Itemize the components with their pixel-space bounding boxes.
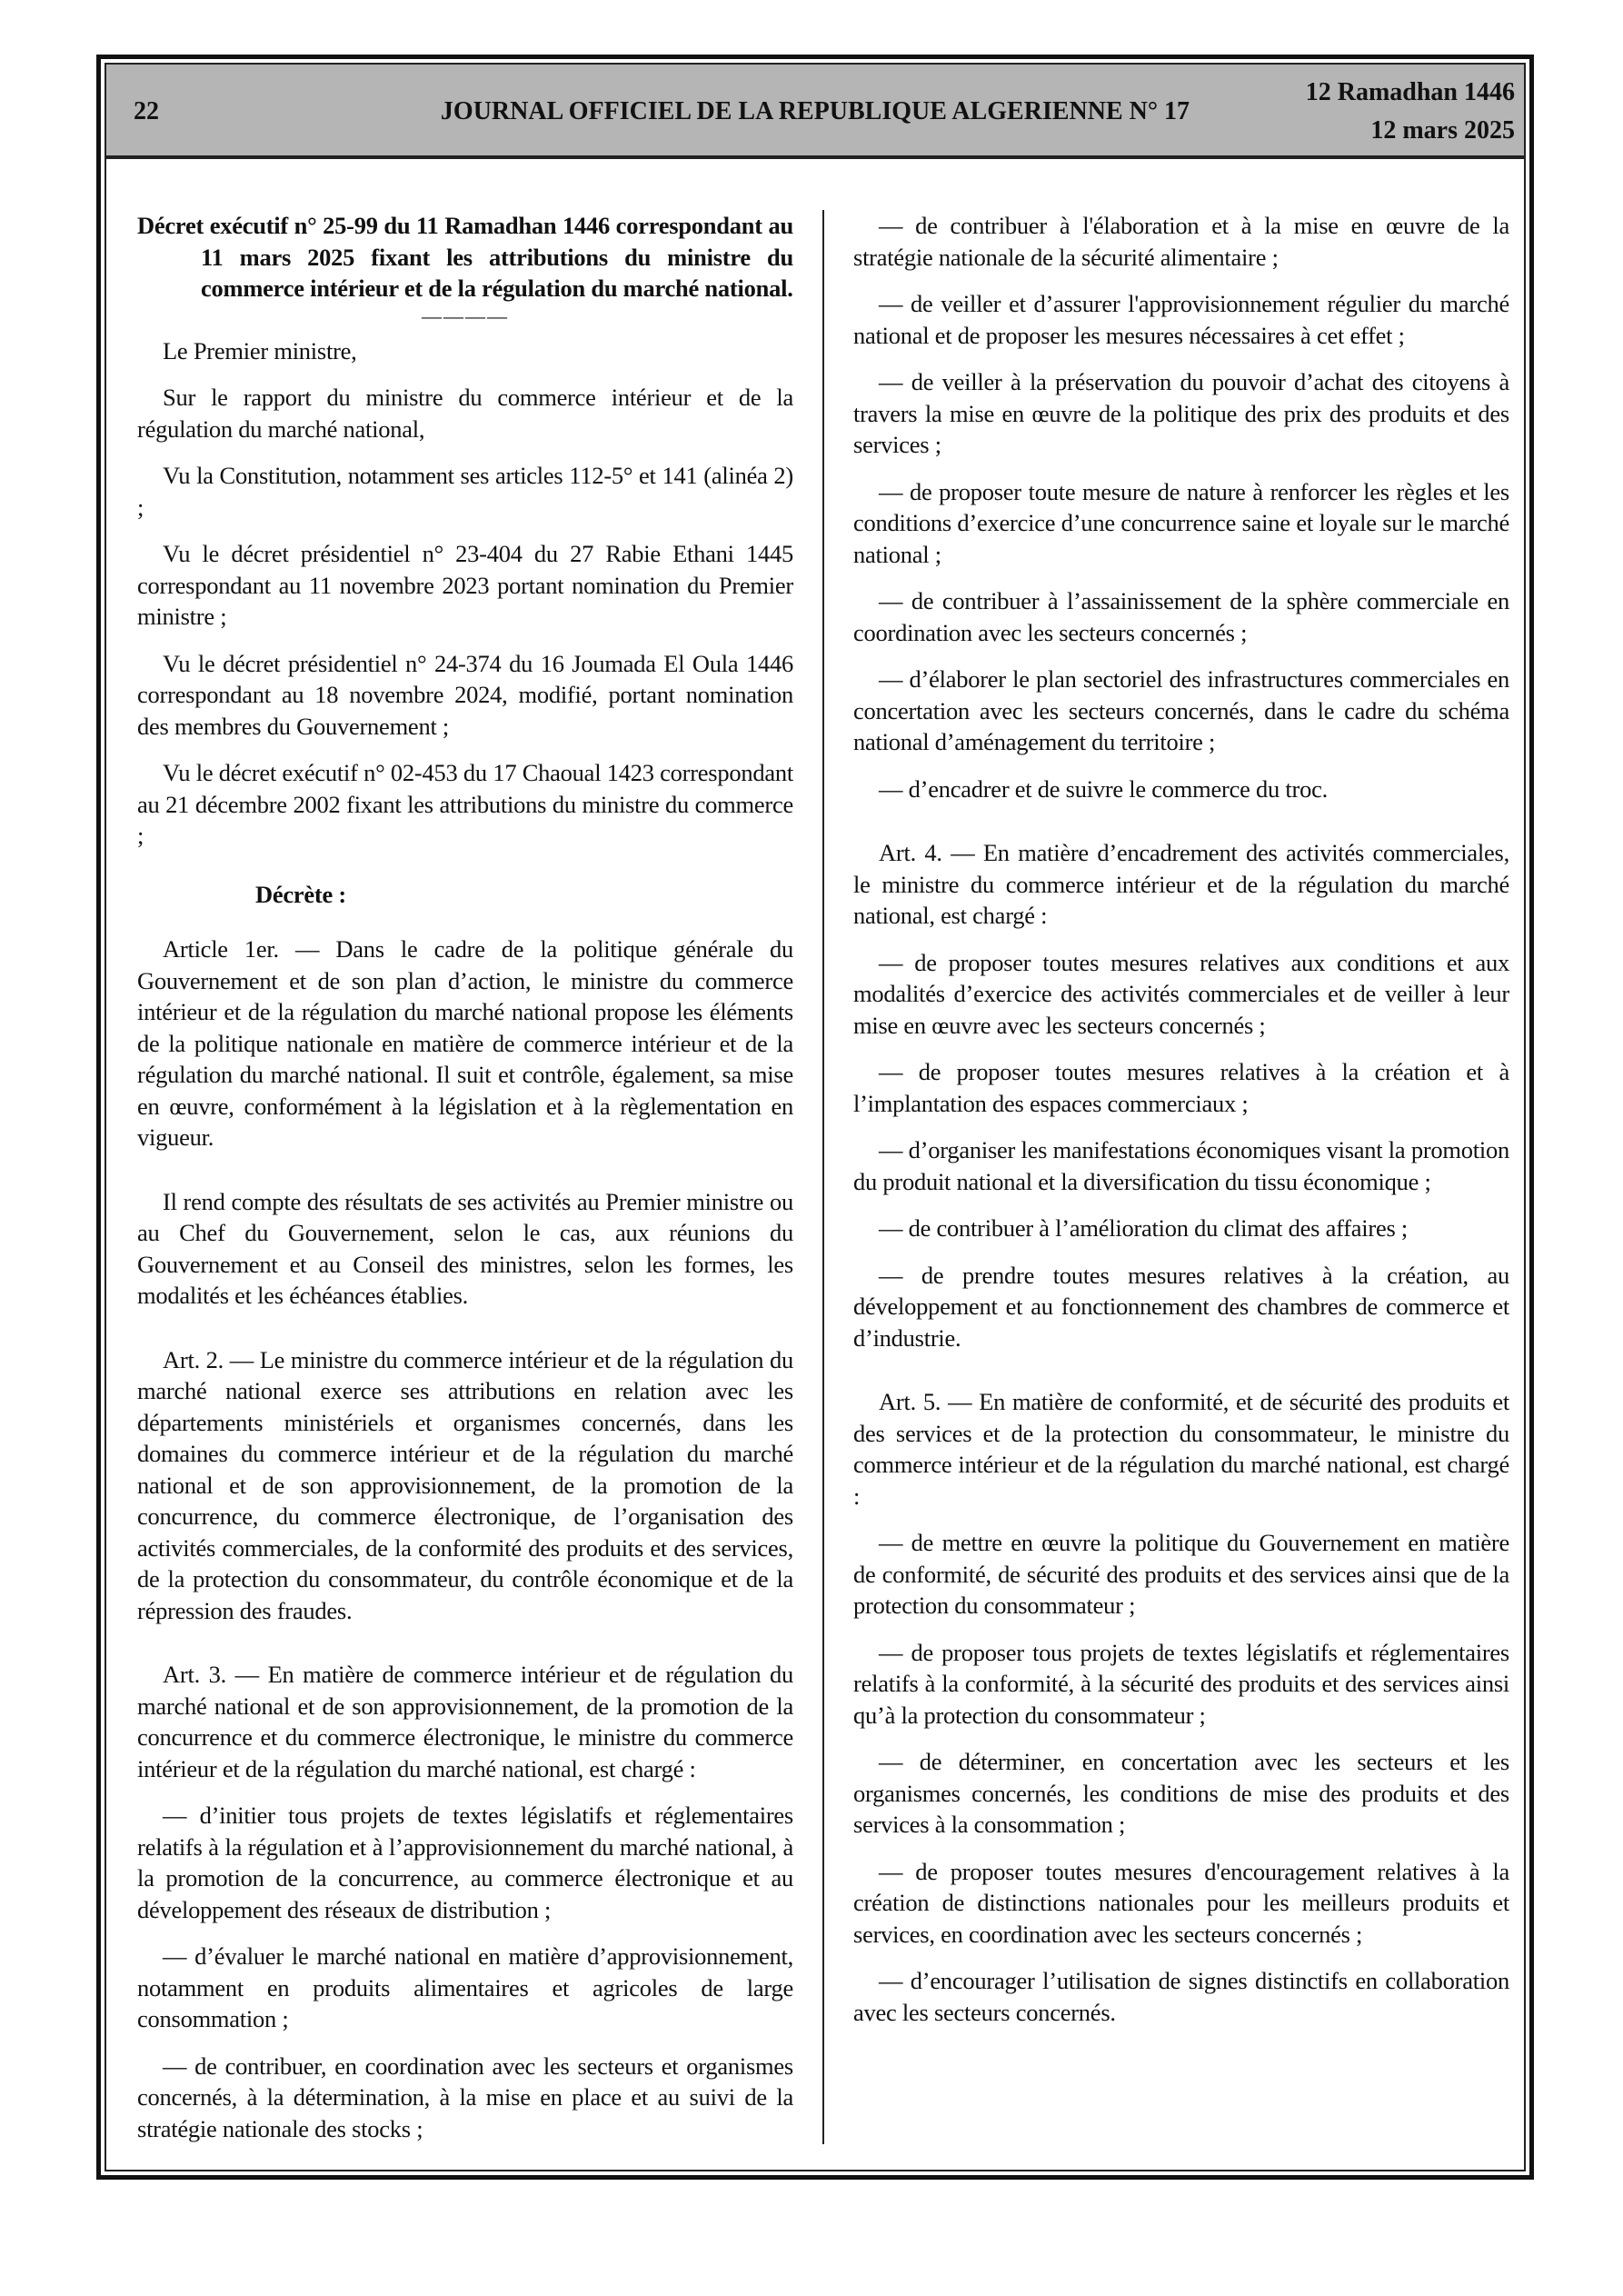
visa: Vu le décret présidentiel n° 24-374 du 16 Joumada El Oula 1446 correspondant au 18 novembre 2024, modifié, portant nomination des membres du Gouvernement ; [137,649,793,740]
premier-ministre: Le Premier ministre, [163,336,357,364]
article-3-item: — de proposer toute mesure de nature à renforcer les règles et les conditions d’exercice d’une concurrence saine et loyale sur le marché national ; [853,477,1509,568]
article-4-item: — de prendre toutes mesures relatives à la création, au développement et au fonctionnement des chambres de commerce et d’industrie. [853,1261,1509,1352]
visa: Vu le décret exécutif n° 02-453 du 17 Chaoual 1423 correspondant au 21 décembre 2002 fixant les attributions du ministre du commerce ; [137,759,793,849]
article-4: Art. 4. — En matière d’encadrement des activités commerciales, le ministre du commerce intérieur et de la régulation du marché national, est chargé : [853,839,1509,929]
article-3-item: — d’encadrer et de suivre le commerce du troc. [879,774,1328,803]
article-1-paragraph-2: Il rend compte des résultats de ses activités au Premier ministre ou au Chef du Gouvernement, selon le cas, aux réunions du Gouvernement et au Conseil des ministres, selon les formes, les modalités et les échéances établies. [137,1187,793,1309]
column-divider [822,210,824,2144]
article-2: Art. 2. — Le ministre du commerce intérieur et de la régulation du marché national exerce ses attributions en relation avec les départements ministériels et organismes concernés, dans les domaines du commerce intérieur et de la régulation du marché national et de son approvisionnement, de la promotion de la concurrence, du commerce électronique, de l’organisation des activités commerciales, de la conformité des produits et des services, de la protection du consommateur, du contrôle économique et de la répression des fraudes. [137,1345,793,1624]
left-column [137,210,793,2160]
date-gregorian: 12 mars 2025 [1370,116,1515,145]
title-separator: ———— [422,304,509,327]
article-5-item: — de proposer toutes mesures d'encouragement relatives à la création de distinctions nationales pour les meilleurs produits et services, en coordination avec les secteurs concernés ; [853,1857,1509,1948]
visa: Vu la Constitution, notamment ses articles 112-5° et 141 (alinéa 2) ; [137,462,793,521]
journal-title: JOURNAL OFFICIEL DE LA REPUBLIQUE ALGERIENNE N° 17 [440,97,1190,125]
visa: Sur le rapport du ministre du commerce intérieur et de la régulation du marché national, [137,384,793,443]
article-1: Article 1er. — Dans le cadre de la politique générale du Gouvernement et de son plan d’action, le ministre du commerce intérieur et de la régulation du marché national propose les éléments de la politique nationale en matière de commerce intérieur et de la régulation du marché national. Il suit et contrôle, également, sa mise en œuvre, conformément à la législation et à la règlementation en vigueur. [137,935,793,1151]
article-4-item: — d’organiser les manifestations économiques visant la promotion du produit national et la diversification du tissu économique ; [853,1136,1509,1195]
article-3-item: — de contribuer à l'élaboration et à la mise en œuvre de la stratégie nationale de la sécurité alimentaire ; [853,212,1509,271]
article-3-item: — de contribuer à l’assainissement de la sphère commerciale en coordination avec les secteurs concernés ; [853,587,1509,646]
article-3-item: — d’initier tous projets de textes législatifs et réglementaires relatifs à la régulation et à l’approvisionnement du marché national, à la promotion de la concurrence, au commerce électronique et au développement des réseaux de distribution ; [137,1802,793,1923]
article-4-item: — de contribuer à l’amélioration du climat des affaires ; [879,1214,1409,1242]
article-5: Art. 5. — En matière de conformité, et de sécurité des produits et des services et de la protection du consommateur, le ministre du commerce intérieur et de la régulation du marché national, est chargé : [853,1388,1509,1510]
issue-date [1306,74,1515,150]
decrete-heading: Décrète : [255,880,346,908]
article-5-item: — de proposer tous projets de textes législatifs et réglementaires relatifs à la conformité, à la sécurité des produits et des services ainsi qu’à la protection du consommateur ; [853,1638,1509,1729]
page-frame [96,55,1534,2180]
article-3-item: — d’évaluer le marché national en matière d’approvisionnement, notamment en produits alimentaires et agricoles de large consommation ; [137,1942,793,2032]
article-3: Art. 3. — En matière de commerce intérieur et de régulation du marché national et de son approvisionnement, de la promotion de la concurrence et du commerce électronique, le ministre du commerce intérieur et de la régulation du marché national, est chargé : [137,1661,793,1782]
article-4-item: — de proposer toutes mesures relatives à la création et à l’implantation des espaces commerciaux ; [853,1058,1509,1117]
visa: Vu le décret présidentiel n° 23-404 du 27 Rabie Ethani 1445 correspondant au 11 novembre 2023 portant nomination du Premier ministre ; [137,540,793,630]
article-5-item: — de déterminer, en concertation avec les secteurs et les organismes concernés, les conditions de mise des produits et des services à la consommation ; [853,1748,1509,1838]
article-3-item: — d’élaborer le plan sectoriel des infrastructures commerciales en concertation avec les secteurs concernés, dans le cadre du schéma national d’aménagement du territoire ; [853,665,1509,755]
article-3-item: — de veiller à la préservation du pouvoir d’achat des citoyens à travers la mise en œuvre de la politique des prix des produits et des services ; [853,368,1509,458]
page-number: 22 [134,97,159,125]
article-3-item: — de contribuer, en coordination avec les secteurs et organismes concernés, à la détermination, à la mise en place et au suivi de la stratégie nationale des stocks ; [137,2051,793,2142]
page-frame-inner [105,63,1526,2171]
date-hijri: 12 Ramadhan 1446 [1305,78,1515,106]
article-5-item: — d’encourager l’utilisation de signes distinctifs en collaboration avec les secteurs concernés. [853,1967,1509,2026]
journal-header [106,65,1524,159]
right-column [853,210,1509,2043]
decree-title: Décret exécutif n° 25-99 du 11 Ramadhan 1446 correspondant au 11 mars 2025 fixant les attributions du ministre du commerce intérieur et de la régulation du marché national. [137,212,793,302]
article-4-item: — de proposer toutes mesures relatives aux conditions et aux modalités d’exercice des activités commerciales et de veiller à leur mise en œuvre avec les secteurs concernés ; [853,948,1509,1039]
article-3-item: — de veiller et d’assurer l'approvisionnement régulier du marché national et de proposer les mesures nécessaires à cet effet ; [853,290,1509,349]
article-5-item: — de mettre en œuvre la politique du Gouvernement en matière de conformité, de sécurité des produits et des services ainsi que de la protection du consommateur ; [853,1529,1509,1619]
